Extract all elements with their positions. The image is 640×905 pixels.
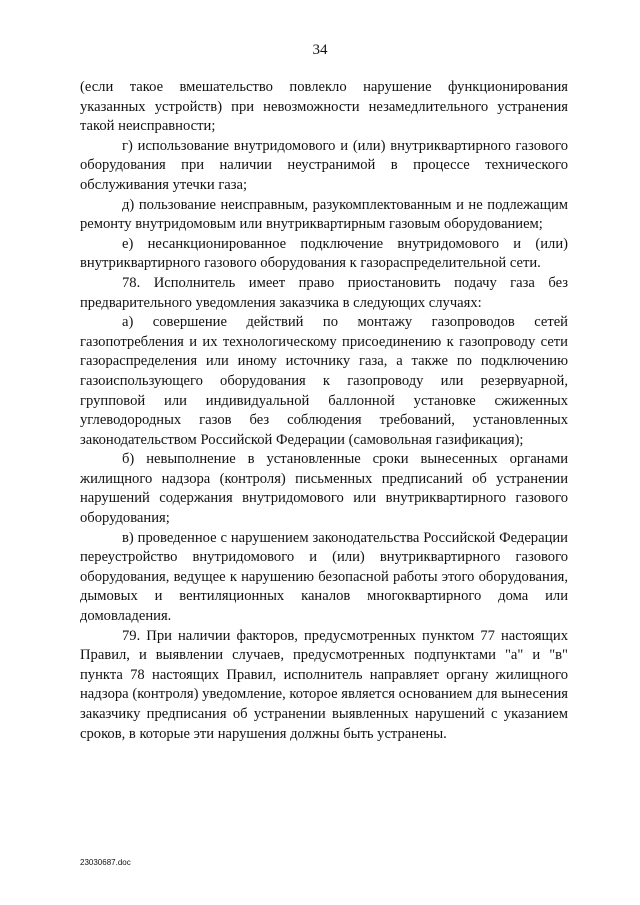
paragraph-item-v: в) проведенное с нарушением законодательства Российской Федерации переустройство внутридомового и (или) внутриквартирного газового оборудования, ведущее к нарушению безопасной работы этого оборудования, дымовых и вентиляционных каналов многоквартирного дома или домовладения. [80,529,568,625]
paragraph-79: 79. При наличии факторов, предусмотренных пунктом 77 настоящих Правил, и выявлении случаев, предусмотренных подпунктами "а" и "в" пункта 78 настоящих Правил, исполнитель направляет органу жилищного надзора (контроля) уведомление, которое является основанием для вынесения заказчику предписания об устранении выявленных нарушений с указанием сроков, в которые эти нарушения должны быть устранены. [80,627,568,742]
paragraph-item-a: а) совершение действий по монтажу газопроводов сетей газопотребления и их технологическому присоединению к газопроводу сети газораспределения или иному источнику газа, а также по подключению газоиспользующего оборудования к газопроводу или резервуарной, групповой или индивидуальной баллонной установке сжиженных углеводородных газов без соблюдения требований, установленных законодательством Российской Федерации (самовольная газификация); [80,314,568,448]
paragraph-item-b: б) невыполнение в установленные сроки вынесенных органами жилищного надзора (контроля) письменных предписаний об устранении нарушений содержания внутридомового или внутриквартирного газового оборудования; [80,451,568,527]
paragraph-78: 78. Исполнитель имеет право приостановить подачу газа без предварительного уведомления заказчика в следующих случаях: [80,274,568,311]
paragraph-item-e: е) несанкционированное подключение внутридомового и (или) внутриквартирного газового оборудования к газораспределительной сети. [80,235,568,272]
file-name-footer: 23030687.doc [80,858,131,867]
document-body [80,78,568,744]
page-number: 34 [312,42,328,58]
paragraph-continuation: (если такое вмешательство повлекло нарушение функционирования указанных устройств) при невозможности незамедлительного устранения такой неисправности; [80,79,568,135]
paragraph-item-g: г) использование внутридомового и (или) внутриквартирного газового оборудования при наличии неустранимой в процессе технического обслуживания утечки газа; [80,137,568,193]
paragraph-item-d: д) пользование неисправным, разукомплектованным и не подлежащим ремонту внутридомовым или внутриквартирным газовым оборудованием; [80,196,568,233]
